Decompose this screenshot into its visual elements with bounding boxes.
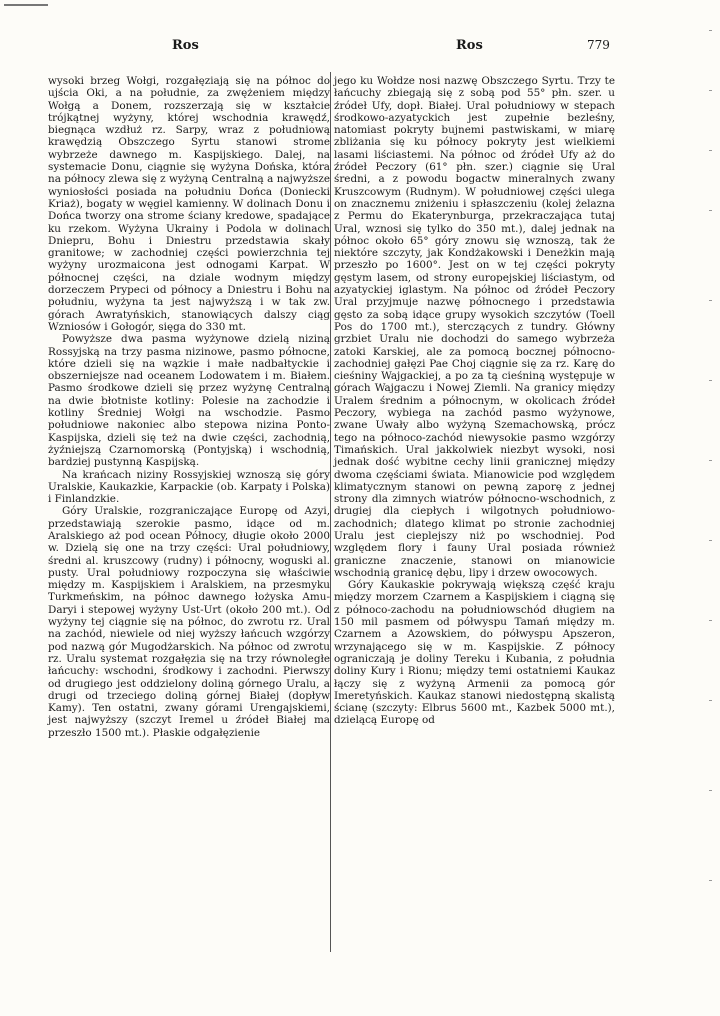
page-number: 779 bbox=[587, 38, 610, 52]
scan-edge-marks bbox=[696, 0, 716, 1016]
paragraph: wysoki brzeg Wołgi, rozgałęziają się na północ do ujścia Oki, a na południe, za zwężeniem między Wołgą a Donem, rozszerzają się w kształcie trójkątnej wyżyny, której wschodnia krawędź, biegnąca wzdłuż rz. Sarpy, wraz z południową krawędzią Obszczego Syrtu stanowi strome wybrzeże dawnego m. Kaspijskiego. Dalej, na systemacie Donu, ciągnie się wyżyna Dońska, która na północy zlewa się z wyżyną Centralną a najwyższe wyniosłości posiada na południu Dońca (Doniecki Kriaż), bogaty w węgiel kamienny. W dolinach Donu i Dońca tworzy ona strome ściany kredowe, spadające ku rzekom. Wyżyna Ukrainy i Podola w dolinach Dniepru, Bohu i Dniestru przedstawia skały granitowe; w zachodniej części powierzchnia tej wyżyny urozmaicona jest odnogami Karpat. W północnej części, na dziale wodnym między dorzeczem Prypeci od północy a Dniestru i Bohu na południu, wyżyna ta jest najwyższą i w tak zw. górach Awratyńskich, stanowiących dalszy ciąg Wzniosów i Gołogór, sięga do 330 mt. bbox=[48, 75, 330, 333]
paragraph: jego ku Wołdze nosi nazwę Obszczego Syrtu. Trzy te łańcuchy zbiegają się z sobą pod 55° płn. szer. u źródeł Ufy, dopł. Białej. Ural południowy w stepach środkowo-azyatyckich jest zupełnie bezleśny, natomiast pokryty bujnemi pastwiskami, w miarę zbliżania się ku północy pokryty jest wielkiemi lasami liściastemi. Na północ od źródeł Ufy aż do źródeł Peczory (61° płn. szer.) ciągnie się Ural średni, a z powodu bogactw mineralnych zwany Kruszcowym (Rudnym). W południowej części ulega on znacznemu zniżeniu i spłaszczeniu (kolej żelazna z Permu do Ekaterynburga, przekraczająca tutaj Ural, wznosi się tylko do 350 mt.), dalej jednak na północ około 65° góry znowu się wznoszą, tak że niektóre szczyty, jak Kondżakowski i Deneżkin mają przeszło po 1600°. Jest on w tej części pokryty gęstym lasem, od strony europejskiej liściastym, od azyatyckiej iglastym. Na północ od źródeł Peczory Ural przyjmuje nazwę północnego i przedstawia gęsto za sobą idące grupy wysokich szczytów (Toell Pos do 1700 mt.), sterczących z tundry. Główny grzbiet Uralu nie dochodzi do samego wybrzeża zatoki Karskiej, ale za pomocą bocznej północno-zachodniej gałęzi Pae Choj ciągnie się za rz. Karę do cieśniny Wajgackiej, a po za tą cieśniną występuje w górach Wajgaczu i Nowej Ziemli. Na granicy między Uralem średnim a północnym, w okolicach źródeł Peczory, wybiega na zachód pasmo wyżynowe, zwane Uwały albo wyżyną Szemachowską, prócz tego na północo-zachód niewysokie pasmo wzgórzy Timańskich. Ural jakkolwiek niezbyt wysoki, nosi jednak dość wybitne cechy linii granicznej między dwoma częściami świata. Mianowicie pod względem klimatycznym stanowi on pewną zaporę z jednej strony dla zimnych wiatrów północno-wschodnich, z drugiej dla ciepłych i wilgotnych południowo-zachodnich; dlatego klimat po stronie zachodniej Uralu jest cieplejszy niż po wschodniej. Pod względem flory i fauny Ural posiada również graniczne znaczenie, stanowi on mianowicie wschodnią granicę dębu, lipy i drzew owocowych. bbox=[334, 75, 615, 579]
right-column bbox=[334, 75, 615, 727]
paragraph: Góry Uralskie, rozgraniczające Europę od Azyi, przedstawiają szerokie pasmo, idące od m. Aralskiego aż pod ocean Północy, długie około 2000 w. Dzielą się one na trzy części: Ural południowy, średni al. kruszcowy (rudny) i północny, woguski al. pusty. Ural południowy rozpoczyna się właściwie między m. Kaspijskiem i Aralskiem, na przesmyku Turkmeńskim, na północ dawnego łożyska Amu-Daryi i stepowej wyżyny Ust-Urt (około 200 mt.). Od wyżyny tej ciągnie się na północ, do zwrotu rz. Ural na zachód, niewiele od niej wyższy łańcuch wzgórzy pod nazwą gór Mugodżarskich. Na północ od zwrotu rz. Uralu systemat rozgałęzia się na trzy równoległe łańcuchy: wschodni, środkowy i zachodni. Pierwszy od drugiego jest oddzielony doliną górnego Uralu, a drugi od trzeciego doliną górnej Białej (dopływ Kamy). Ten ostatni, zwany górami Urengajskiemi, jest najwyższy (szczyt Iremel u źródeł Białej ma przeszło 1500 mt.). Płaskie odgałęzienie bbox=[48, 505, 330, 739]
header-left-keyword: Ros bbox=[172, 38, 199, 53]
running-header bbox=[0, 38, 720, 58]
header-right-keyword: Ros bbox=[456, 38, 483, 53]
scan-corner-mark bbox=[4, 4, 48, 6]
paragraph: Na krańcach niziny Rossyjskiej wznoszą się góry Uralskie, Kaukazkie, Karpackie (ob. Karpaty i Polska) i Finlandzkie. bbox=[48, 468, 330, 506]
column-divider bbox=[330, 72, 331, 952]
paragraph: Powyższe dwa pasma wyżynowe dzielą niziną Rossyjską na trzy pasma nizinowe, pasmo północne, które dzieli się na wązkie i małe nadbałtyckie i obszerniejsze nad oceanem Lodowatem i m. Białem. Pasmo środkowe dzieli się przez wyżynę Centralną na dwie błotniste kotliny: Polesie na zachodzie i kotliny Średniej Wołgi na wschodzie. Pasmo południowe nakoniec albo stepowa nizina Ponto-Kaspijska, dzieli się też na dwie części, zachodnią, żyźniejszą Czarnomorską (Pontyjską) i wschodnią, bardziej pustynną Kaspijską. bbox=[48, 333, 330, 469]
left-column bbox=[48, 75, 330, 739]
paragraph: Góry Kaukaskie pokrywają większą część kraju między morzem Czarnem a Kaspijskiem i ciągną się z północo-zachodu na południowschód długiem na 150 mil pasmem od półwyspu Tamań między m. Czarnem a Azowskiem, do półwyspu Apszeron, wrzynającego się w m. Kaspijskie. Z północy ograniczają je doliny Tereku i Kubania, z południa doliny Kury i Rionu; między temi ostatniemi Kaukaz łączy się z wyżyną Armenii za pomocą gór Imeretyńskich. Kaukaz stanowi niedostępną skalistą ścianę (szczyty: Elbrus 5600 mt., Kazbek 5000 mt.), dzielącą Europę od bbox=[334, 579, 615, 727]
